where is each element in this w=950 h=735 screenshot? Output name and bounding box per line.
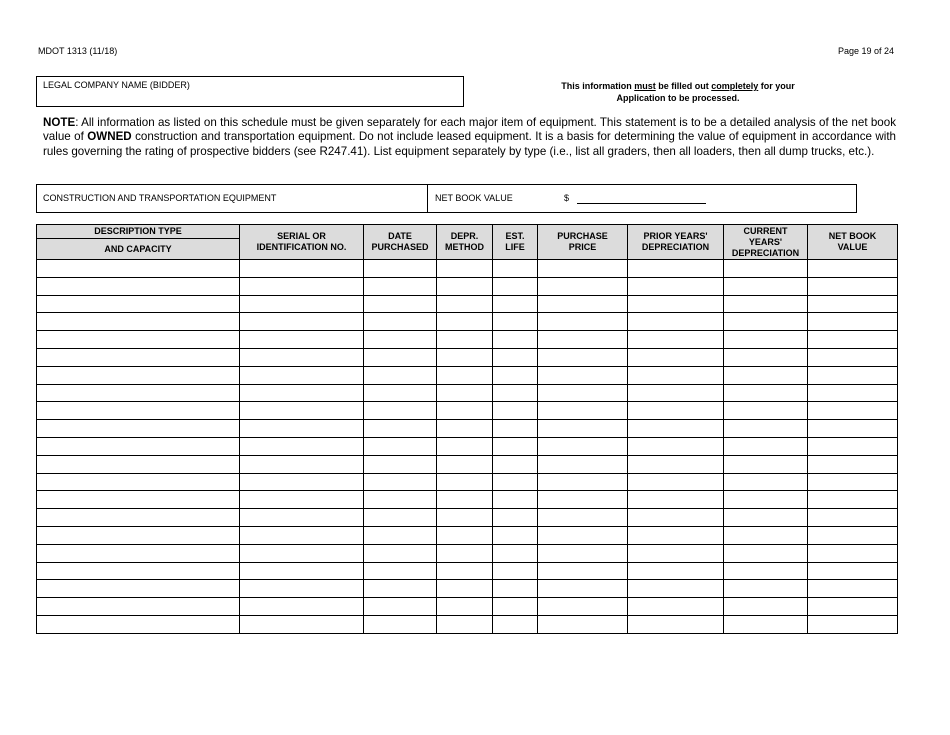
cell-description[interactable]	[37, 437, 240, 455]
cell-depr-method[interactable]	[437, 260, 493, 278]
cell-date-purchased[interactable]	[364, 277, 437, 295]
cell-serial[interactable]	[240, 562, 364, 580]
note-label: NOTE	[43, 116, 76, 129]
cell-description[interactable]	[37, 455, 240, 473]
cell-est-life[interactable]	[493, 562, 538, 580]
cell-net-book-value[interactable]	[808, 366, 898, 384]
cell-net-book-value[interactable]	[808, 526, 898, 544]
table-row	[37, 402, 898, 420]
table-row	[37, 277, 898, 295]
cell-serial[interactable]	[240, 437, 364, 455]
table-row	[37, 384, 898, 402]
cell-description[interactable]	[37, 598, 240, 616]
cell-purchase-price[interactable]	[538, 437, 628, 455]
col-serial: SERIAL OR IDENTIFICATION NO.	[240, 225, 364, 260]
cell-current-depreciation[interactable]	[724, 526, 808, 544]
table-row	[37, 295, 898, 313]
cell-net-book-value[interactable]	[808, 348, 898, 366]
cell-current-depreciation[interactable]	[724, 562, 808, 580]
cell-net-book-value[interactable]	[808, 384, 898, 402]
cell-current-depreciation[interactable]	[724, 509, 808, 527]
cell-net-book-value[interactable]	[808, 615, 898, 633]
cell-current-depreciation[interactable]	[724, 348, 808, 366]
cell-est-life[interactable]	[493, 455, 538, 473]
cell-date-purchased[interactable]	[364, 509, 437, 527]
cell-depr-method[interactable]	[437, 544, 493, 562]
cell-prior-depreciation[interactable]	[628, 544, 724, 562]
cell-serial[interactable]	[240, 580, 364, 598]
col-prior-depreciation: PRIOR YEARS' DEPRECIATION	[628, 225, 724, 260]
cell-est-life[interactable]	[493, 580, 538, 598]
cell-current-depreciation[interactable]	[724, 402, 808, 420]
col-purchase-price: PURCHASE PRICE	[538, 225, 628, 260]
table-header-row	[37, 225, 898, 260]
cell-serial[interactable]	[240, 615, 364, 633]
cell-description[interactable]	[37, 260, 240, 278]
cell-current-depreciation[interactable]	[724, 580, 808, 598]
cell-description[interactable]	[37, 277, 240, 295]
cell-current-depreciation[interactable]	[724, 615, 808, 633]
cell-net-book-value[interactable]	[808, 313, 898, 331]
cell-prior-depreciation[interactable]	[628, 331, 724, 349]
cell-est-life[interactable]	[493, 526, 538, 544]
table-row	[37, 455, 898, 473]
cell-est-life[interactable]	[493, 473, 538, 491]
cell-current-depreciation[interactable]	[724, 384, 808, 402]
cell-depr-method[interactable]	[437, 366, 493, 384]
table-row	[37, 331, 898, 349]
cell-net-book-value[interactable]	[808, 509, 898, 527]
table-row	[37, 615, 898, 633]
net-book-value-input[interactable]	[577, 203, 706, 204]
cell-net-book-value[interactable]	[808, 420, 898, 438]
cell-net-book-value[interactable]	[808, 437, 898, 455]
cell-current-depreciation[interactable]	[724, 491, 808, 509]
col-date-purchased: DATE PURCHASED	[364, 225, 437, 260]
cell-est-life[interactable]	[493, 615, 538, 633]
cell-description[interactable]	[37, 366, 240, 384]
cell-net-book-value[interactable]	[808, 402, 898, 420]
cell-serial[interactable]	[240, 526, 364, 544]
cell-serial[interactable]	[240, 277, 364, 295]
cell-date-purchased[interactable]	[364, 384, 437, 402]
cell-purchase-price[interactable]	[538, 348, 628, 366]
cell-est-life[interactable]	[493, 366, 538, 384]
cell-purchase-price[interactable]	[538, 420, 628, 438]
cell-prior-depreciation[interactable]	[628, 260, 724, 278]
cell-net-book-value[interactable]	[808, 277, 898, 295]
cell-serial[interactable]	[240, 260, 364, 278]
cell-date-purchased[interactable]	[364, 580, 437, 598]
cell-serial[interactable]	[240, 295, 364, 313]
cell-est-life[interactable]	[493, 509, 538, 527]
cell-est-life[interactable]	[493, 277, 538, 295]
net-book-value-label: NET BOOK VALUE	[435, 193, 513, 203]
cell-depr-method[interactable]	[437, 598, 493, 616]
cell-purchase-price[interactable]	[538, 277, 628, 295]
equipment-summary-row	[36, 184, 857, 213]
col-est-life: EST. LIFE	[493, 225, 538, 260]
cell-serial[interactable]	[240, 348, 364, 366]
cell-description[interactable]	[37, 509, 240, 527]
table-row	[37, 473, 898, 491]
table-row	[37, 366, 898, 384]
cell-description[interactable]	[37, 580, 240, 598]
cell-current-depreciation[interactable]	[724, 420, 808, 438]
cell-date-purchased[interactable]	[364, 260, 437, 278]
cell-depr-method[interactable]	[437, 420, 493, 438]
cell-date-purchased[interactable]	[364, 473, 437, 491]
cell-est-life[interactable]	[493, 295, 538, 313]
completion-notice: This information must be filled out completely for your Application to be processed.	[561, 81, 795, 103]
cell-net-book-value[interactable]	[808, 331, 898, 349]
cell-est-life[interactable]	[493, 420, 538, 438]
cell-est-life[interactable]	[493, 260, 538, 278]
cell-description[interactable]	[37, 402, 240, 420]
col-net-book-value: NET BOOK VALUE	[808, 225, 898, 260]
cell-date-purchased[interactable]	[364, 437, 437, 455]
cell-current-depreciation[interactable]	[724, 313, 808, 331]
cell-purchase-price[interactable]	[538, 509, 628, 527]
cell-date-purchased[interactable]	[364, 402, 437, 420]
cell-description[interactable]	[37, 615, 240, 633]
cell-purchase-price[interactable]	[538, 473, 628, 491]
cell-date-purchased[interactable]	[364, 348, 437, 366]
cell-purchase-price[interactable]	[538, 491, 628, 509]
cell-current-depreciation[interactable]	[724, 331, 808, 349]
cell-date-purchased[interactable]	[364, 598, 437, 616]
cell-serial[interactable]	[240, 455, 364, 473]
cell-serial[interactable]	[240, 491, 364, 509]
cell-purchase-price[interactable]	[538, 384, 628, 402]
cell-est-life[interactable]	[493, 437, 538, 455]
cell-date-purchased[interactable]	[364, 526, 437, 544]
cell-serial[interactable]	[240, 473, 364, 491]
cell-serial[interactable]	[240, 509, 364, 527]
table-row	[37, 544, 898, 562]
cell-description[interactable]	[37, 491, 240, 509]
cell-date-purchased[interactable]	[364, 366, 437, 384]
cell-depr-method[interactable]	[437, 437, 493, 455]
table-row	[37, 562, 898, 580]
cell-prior-depreciation[interactable]	[628, 491, 724, 509]
cell-prior-depreciation[interactable]	[628, 526, 724, 544]
cell-prior-depreciation[interactable]	[628, 437, 724, 455]
cell-depr-method[interactable]	[437, 580, 493, 598]
cell-depr-method[interactable]	[437, 277, 493, 295]
table-row	[37, 580, 898, 598]
cell-prior-depreciation[interactable]	[628, 473, 724, 491]
table-row	[37, 526, 898, 544]
cell-prior-depreciation[interactable]	[628, 455, 724, 473]
cell-date-purchased[interactable]	[364, 491, 437, 509]
cell-prior-depreciation[interactable]	[628, 580, 724, 598]
table-row	[37, 598, 898, 616]
cell-prior-depreciation[interactable]	[628, 295, 724, 313]
page-number: Page 19 of 24	[837, 46, 894, 56]
cell-description[interactable]	[37, 544, 240, 562]
cell-date-purchased[interactable]	[364, 615, 437, 633]
cell-net-book-value[interactable]	[808, 491, 898, 509]
equipment-category-cell	[37, 185, 428, 212]
cell-serial[interactable]	[240, 331, 364, 349]
cell-est-life[interactable]	[493, 313, 538, 331]
cell-purchase-price[interactable]	[538, 615, 628, 633]
cell-depr-method[interactable]	[437, 384, 493, 402]
cell-date-purchased[interactable]	[364, 295, 437, 313]
col-description: DESCRIPTION TYPE AND CAPACITY	[37, 225, 240, 260]
cell-net-book-value[interactable]	[808, 562, 898, 580]
cell-depr-method[interactable]	[437, 615, 493, 633]
cell-depr-method[interactable]	[437, 455, 493, 473]
cell-purchase-price[interactable]	[538, 580, 628, 598]
equipment-table	[36, 224, 898, 634]
cell-depr-method[interactable]	[437, 473, 493, 491]
cell-purchase-price[interactable]	[538, 562, 628, 580]
cell-date-purchased[interactable]	[364, 313, 437, 331]
cell-description[interactable]	[37, 295, 240, 313]
cell-prior-depreciation[interactable]	[628, 384, 724, 402]
cell-description[interactable]	[37, 331, 240, 349]
cell-depr-method[interactable]	[437, 348, 493, 366]
cell-net-book-value[interactable]	[808, 598, 898, 616]
cell-current-depreciation[interactable]	[724, 544, 808, 562]
cell-date-purchased[interactable]	[364, 455, 437, 473]
cell-est-life[interactable]	[493, 491, 538, 509]
cell-prior-depreciation[interactable]	[628, 366, 724, 384]
cell-current-depreciation[interactable]	[724, 598, 808, 616]
cell-est-life[interactable]	[493, 598, 538, 616]
table-row	[37, 260, 898, 278]
cell-prior-depreciation[interactable]	[628, 420, 724, 438]
cell-prior-depreciation[interactable]	[628, 402, 724, 420]
cell-description[interactable]	[37, 313, 240, 331]
cell-depr-method[interactable]	[437, 402, 493, 420]
cell-serial[interactable]	[240, 544, 364, 562]
equipment-category-label: CONSTRUCTION AND TRANSPORTATION EQUIPMENT	[43, 193, 277, 203]
cell-net-book-value[interactable]	[808, 295, 898, 313]
cell-purchase-price[interactable]	[538, 295, 628, 313]
cell-net-book-value[interactable]	[808, 455, 898, 473]
table-row	[37, 491, 898, 509]
cell-serial[interactable]	[240, 313, 364, 331]
cell-serial[interactable]	[240, 598, 364, 616]
cell-current-depreciation[interactable]	[724, 295, 808, 313]
table-row	[37, 348, 898, 366]
cell-current-depreciation[interactable]	[724, 277, 808, 295]
col-current-depreciation: CURRENT YEARS' DEPRECIATION	[724, 225, 808, 260]
cell-date-purchased[interactable]	[364, 544, 437, 562]
instructions-note: NOTE: All information as listed on this schedule must be given separately for each major item of equipment. This statement is to be a detailed analysis of the net book value of OWNED construction and transportation equipment. Do not include leased equipment. It is a basis for determining the value of equipment in accordance with rules governing the rating of prospective bidders (see R247.41). List equipment separately by type (i.e., list all graders, then all loaders, then all dump trucks, etc.).	[43, 116, 896, 158]
cell-depr-method[interactable]	[437, 562, 493, 580]
col-depr-method: DEPR. METHOD	[437, 225, 493, 260]
cell-prior-depreciation[interactable]	[628, 348, 724, 366]
cell-purchase-price[interactable]	[538, 455, 628, 473]
cell-purchase-price[interactable]	[538, 544, 628, 562]
cell-prior-depreciation[interactable]	[628, 562, 724, 580]
cell-serial[interactable]	[240, 366, 364, 384]
cell-depr-method[interactable]	[437, 295, 493, 313]
cell-est-life[interactable]	[493, 544, 538, 562]
cell-current-depreciation[interactable]	[724, 260, 808, 278]
cell-current-depreciation[interactable]	[724, 366, 808, 384]
cell-current-depreciation[interactable]	[724, 473, 808, 491]
cell-description[interactable]	[37, 562, 240, 580]
cell-est-life[interactable]	[493, 331, 538, 349]
cell-current-depreciation[interactable]	[724, 437, 808, 455]
company-name-field[interactable]	[36, 76, 464, 107]
cell-depr-method[interactable]	[437, 331, 493, 349]
cell-net-book-value[interactable]	[808, 544, 898, 562]
table-row	[37, 420, 898, 438]
cell-prior-depreciation[interactable]	[628, 598, 724, 616]
cell-serial[interactable]	[240, 420, 364, 438]
cell-prior-depreciation[interactable]	[628, 313, 724, 331]
cell-purchase-price[interactable]	[538, 366, 628, 384]
cell-depr-method[interactable]	[437, 509, 493, 527]
cell-date-purchased[interactable]	[364, 562, 437, 580]
cell-description[interactable]	[37, 473, 240, 491]
cell-date-purchased[interactable]	[364, 331, 437, 349]
cell-serial[interactable]	[240, 384, 364, 402]
cell-date-purchased[interactable]	[364, 420, 437, 438]
company-name-label: LEGAL COMPANY NAME (BIDDER)	[43, 80, 190, 90]
cell-description[interactable]	[37, 384, 240, 402]
equipment-table-body	[37, 260, 898, 634]
cell-depr-method[interactable]	[437, 526, 493, 544]
cell-current-depreciation[interactable]	[724, 455, 808, 473]
cell-prior-depreciation[interactable]	[628, 277, 724, 295]
cell-purchase-price[interactable]	[538, 526, 628, 544]
cell-depr-method[interactable]	[437, 491, 493, 509]
table-row	[37, 437, 898, 455]
form-id: MDOT 1313 (11/18)	[38, 46, 118, 56]
dollar-sign: $	[564, 193, 570, 203]
table-row	[37, 313, 898, 331]
cell-est-life[interactable]	[493, 348, 538, 366]
cell-depr-method[interactable]	[437, 313, 493, 331]
cell-purchase-price[interactable]	[538, 260, 628, 278]
cell-purchase-price[interactable]	[538, 402, 628, 420]
cell-prior-depreciation[interactable]	[628, 615, 724, 633]
cell-prior-depreciation[interactable]	[628, 509, 724, 527]
owned-emphasis: OWNED	[87, 130, 132, 144]
cell-purchase-price[interactable]	[538, 313, 628, 331]
cell-net-book-value[interactable]	[808, 580, 898, 598]
cell-description[interactable]	[37, 526, 240, 544]
cell-net-book-value[interactable]	[808, 260, 898, 278]
cell-purchase-price[interactable]	[538, 331, 628, 349]
cell-purchase-price[interactable]	[538, 598, 628, 616]
cell-description[interactable]	[37, 420, 240, 438]
cell-description[interactable]	[37, 348, 240, 366]
cell-est-life[interactable]	[493, 402, 538, 420]
cell-serial[interactable]	[240, 402, 364, 420]
table-row	[37, 509, 898, 527]
cell-net-book-value[interactable]	[808, 473, 898, 491]
cell-est-life[interactable]	[493, 384, 538, 402]
